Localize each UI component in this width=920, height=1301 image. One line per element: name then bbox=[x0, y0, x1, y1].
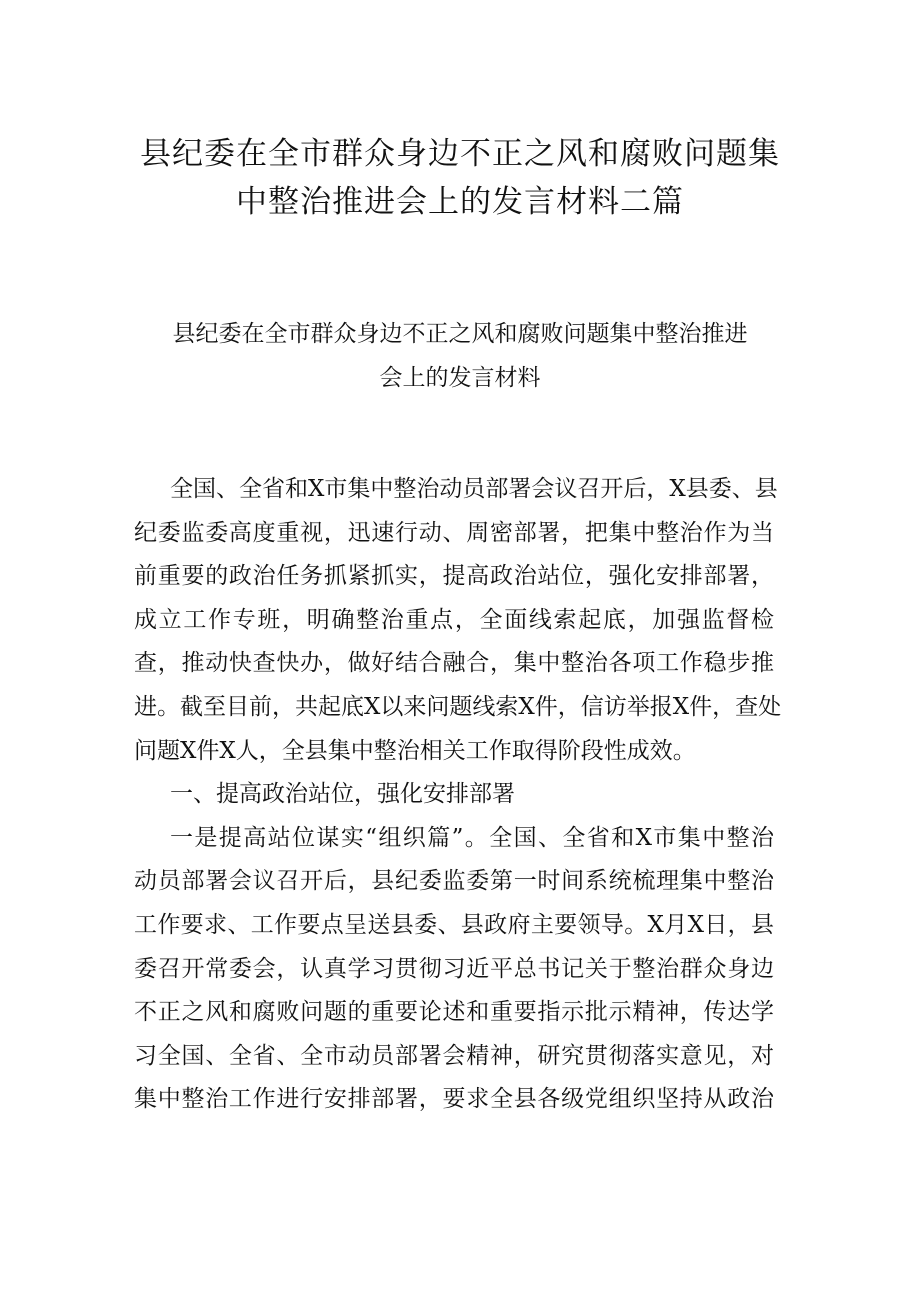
body-line: 成立工作专班，明确整治重点，全面线索起底，加强监督检 bbox=[134, 606, 774, 633]
body-line: 工作要求、工作要点呈送县委、县政府主要领导。X月X日，县 bbox=[134, 911, 774, 938]
body-line: 不正之风和腐败问题的重要论述和重要指示批示精神，传达学 bbox=[134, 999, 774, 1026]
body-line: 全国、全省和X市集中整治动员部署会议召开后，X县委、县 bbox=[170, 476, 778, 502]
subtitle-line-2: 会上的发言材料 bbox=[379, 365, 541, 391]
body-line: 动员部署会议召开后，县纪委监委第一时间系统梳理集中整治 bbox=[134, 868, 774, 895]
body-line: 前重要的政治任务抓紧抓实，提高政治站位，强化安排部署， bbox=[134, 563, 774, 590]
subtitle-line-1: 县纪委在全市群众身边不正之风和腐败问题集中整治推进 bbox=[172, 321, 748, 347]
body-line: 一是提高站位谋实“组织篇”。全国、全省和X市集中整治 bbox=[170, 824, 774, 851]
title-line-1: 县纪委在全市群众身边不正之风和腐败问题集 bbox=[140, 136, 780, 172]
body-line: 纪委监委高度重视，迅速行动、周密部署，把集中整治作为当 bbox=[134, 519, 774, 546]
body-line: 集中整治工作进行安排部署，要求全县各级党组织坚持从政治 bbox=[134, 1086, 774, 1113]
section-heading: 一、提高政治站位，强化安排部署 bbox=[170, 781, 515, 808]
document-subtitle bbox=[140, 312, 780, 400]
title-line-2: 中整治推进会上的发言材料二篇 bbox=[236, 184, 684, 220]
body-line: 问题X件X人，全县集中整治相关工作取得阶段性成效。 bbox=[134, 737, 696, 764]
document-title bbox=[120, 130, 800, 226]
body-line: 查，推动快查快办，做好结合融合，集中整治各项工作稳步推 bbox=[134, 650, 774, 677]
body-line: 进。截至目前，共起底X以来问题线索X件，信访举报X件，查处 bbox=[134, 693, 782, 720]
body-line: 委召开常委会，认真学习贯彻习近平总书记关于整治群众身边 bbox=[134, 955, 774, 982]
body-line: 习全国、全省、全市动员部署会精神，研究贯彻落实意见，对 bbox=[134, 1042, 774, 1069]
document-body bbox=[134, 468, 782, 1122]
